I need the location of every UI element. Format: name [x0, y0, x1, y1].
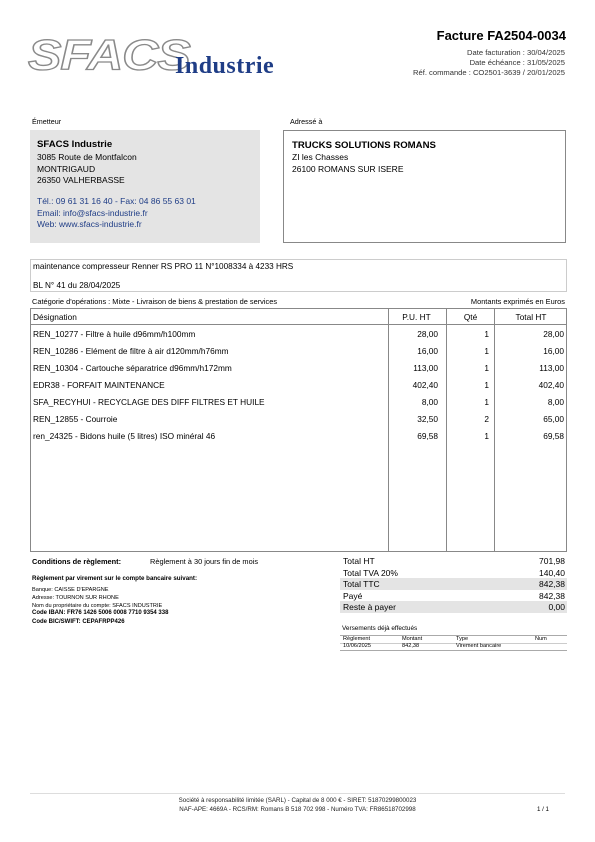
row-total: 28,00	[543, 329, 564, 339]
emetteur-label: Émetteur	[32, 117, 62, 126]
total-ht-row	[340, 555, 567, 567]
conditions-label: Conditions de règlement:	[32, 557, 122, 566]
total-label: Total TVA 20%	[343, 567, 398, 578]
destinataire-name: TRUCKS SOLUTIONS ROMANS	[292, 140, 436, 151]
total-value: 0,00	[548, 602, 565, 612]
row-qte: 1	[484, 346, 489, 356]
row-pu: 402,40	[412, 380, 438, 390]
footer-divider	[30, 793, 565, 794]
footer-legal-2: NAF-APE: 4669A - RCS/RM: Romans B 518 702 998 - Numéro TVA: FR86518702998	[179, 806, 416, 813]
total-label: Total HT	[343, 556, 375, 566]
bic: Code BIC/SWIFT: CEPAFRPP426	[32, 619, 125, 625]
versement-header: Règlement	[343, 636, 371, 642]
virement-title: Règlement par virement sur le compte bancaire suivant:	[32, 575, 198, 582]
versements-table	[340, 635, 567, 651]
versements-title: Versements déjà effectués	[342, 625, 418, 632]
row-pu: 16,00	[417, 346, 438, 356]
row-pu: 69,58	[417, 431, 438, 441]
total-value: 701,98	[539, 556, 565, 566]
destinataire-address-line: 26100 ROMANS SUR ISERE	[292, 163, 404, 174]
emetteur-web[interactable]: Web: www.sfacs-industrie.fr	[37, 219, 142, 229]
paye-row	[340, 590, 567, 602]
conditions-value: Règlement à 30 jours fin de mois	[150, 557, 259, 566]
iban: Code IBAN: FR76 1426 5006 0008 7710 9354 338	[32, 610, 169, 616]
date-facturation: Date facturation : 30/04/2025	[467, 48, 565, 57]
total-label: Total TTC	[343, 579, 380, 589]
total-ttc-row	[340, 578, 567, 590]
emetteur-address-line: 3085 Route de Montfalcon	[37, 152, 137, 162]
emetteur-address-line: 26350 VALHERBASSE	[37, 175, 125, 185]
total-value: 842,38	[539, 579, 565, 589]
row-pu: 113,00	[413, 363, 438, 373]
total-label: Payé	[343, 590, 363, 601]
emetteur-email[interactable]: Email: info@sfacs-industrie.fr	[37, 207, 148, 218]
versement-montant: 842,38	[402, 643, 420, 649]
row-designation: REN_10286 - Elément de filtre à air d120mm/h76mm	[33, 346, 229, 356]
row-designation: SFA_RECYHUI - RECYCLAGE DES DIFF FILTRES ET HUILE	[33, 397, 265, 407]
row-pu: 32,50	[417, 414, 438, 424]
description-line: maintenance compresseur Renner RS PRO 11 N°1008334 à 4233 HRS	[33, 262, 294, 271]
emetteur-phone: Tél.: 09 61 31 16 40 - Fax: 04 86 55 63 01	[37, 196, 196, 206]
versement-header: Num	[535, 636, 547, 642]
row-qte: 1	[484, 431, 489, 441]
row-total: 16,00	[543, 346, 564, 356]
versement-type: Virement bancaire	[456, 643, 502, 649]
emetteur-address-line: MONTRIGAUD	[37, 163, 96, 174]
row-total: 69,58	[543, 431, 564, 441]
row-designation: REN_12855 - Courroie	[33, 414, 118, 424]
versement-divider	[340, 643, 567, 644]
row-designation: REN_10304 - Cartouche séparatrice d96mm/h172mm	[33, 363, 232, 373]
row-pu: 8,00	[421, 397, 438, 407]
invoice-title: Facture FA2504-0034	[436, 28, 566, 43]
company-logo	[28, 31, 288, 84]
total-value: 842,38	[539, 590, 565, 601]
destinataire-box	[283, 130, 566, 243]
row-designation: REN_10277 - Filtre à huile d96mm/h100mm	[33, 329, 196, 339]
total-tva-row	[340, 567, 567, 579]
total-label: Reste à payer	[343, 602, 396, 612]
emetteur-box	[30, 130, 260, 243]
versement-header: Montant	[402, 636, 423, 642]
row-qte: 1	[484, 363, 489, 373]
total-value: 140,40	[539, 567, 565, 578]
logo-suffix: Industrie	[175, 53, 275, 79]
versement-date: 10/06/2025	[343, 643, 371, 649]
header-qte: Qté	[463, 312, 478, 322]
row-total: 402,40	[538, 380, 564, 390]
row-total: 113,00	[539, 363, 564, 373]
column-divider	[388, 309, 389, 551]
row-designation: EDR38 - FORFAIT MAINTENANCE	[33, 380, 165, 390]
items-table	[30, 308, 567, 552]
destinataire-address-line: ZI les Chasses	[292, 152, 349, 162]
row-qte: 1	[484, 329, 489, 339]
bl-line: BL N° 41 du 28/04/2025	[33, 281, 121, 290]
ref-commande: Réf. commande : CO2501-3639 / 20/01/2025	[413, 68, 565, 77]
banque: Banque: CAISSE D'EPARGNE	[32, 587, 109, 593]
row-qte: 1	[484, 380, 489, 390]
logo-brand: SFACS	[28, 31, 190, 80]
emetteur-name: SFACS Industrie	[37, 139, 113, 150]
row-total: 8,00	[547, 397, 564, 407]
row-total: 65,00	[543, 414, 564, 424]
column-divider	[446, 309, 447, 551]
categorie-operations: Catégorie d'opérations : Mixte - Livraison de biens & prestation de services	[32, 297, 278, 306]
header-pu: P.U. HT	[402, 312, 431, 322]
row-qte: 2	[484, 414, 489, 424]
footer-legal-1: Société à responsabilité limitée (SARL) - Capital de 8 000 € - SIRET: 51870299800023	[178, 797, 417, 804]
versement-header: Type	[456, 636, 469, 642]
proprietaire-compte: Nom du propriétaire du compte: SFACS INDUSTRIE	[32, 603, 163, 609]
row-pu: 28,00	[417, 329, 438, 339]
description-box	[30, 259, 567, 292]
row-designation: ren_24325 - Bidons huile (5 litres) ISO minéral 46	[33, 431, 216, 441]
row-qte: 1	[484, 397, 489, 407]
header-total: Total HT	[515, 312, 547, 322]
banque-adresse: Adresse: TOURNON SUR RHONE	[32, 595, 119, 601]
page-number: 1 / 1	[536, 806, 549, 813]
table-header-divider	[31, 324, 566, 325]
reste-a-payer-row	[340, 601, 567, 613]
column-divider	[494, 309, 495, 551]
header-designation: Désignation	[33, 312, 77, 322]
destinataire-label: Adressé à	[290, 117, 323, 126]
date-echeance: Date échéance : 31/05/2025	[469, 58, 565, 67]
devise-note: Montants exprimés en Euros	[470, 297, 565, 306]
